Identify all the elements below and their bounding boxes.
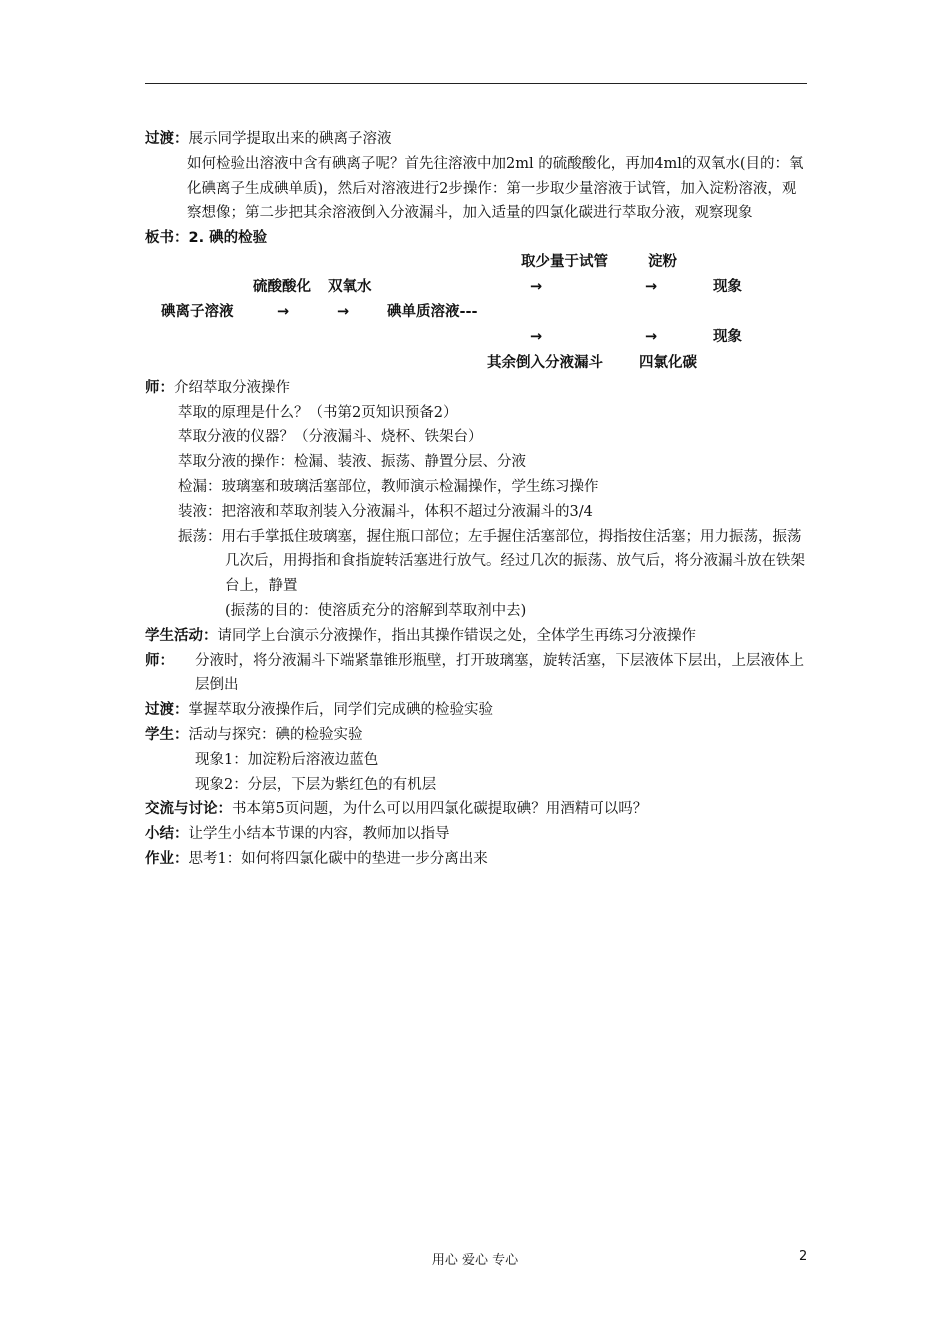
label-homework: 作业：	[145, 850, 189, 867]
label-transition-2: 过渡：	[145, 702, 189, 719]
teacher-line-2	[145, 649, 807, 699]
page-footer: 用心 爱心 专心	[431, 1253, 519, 1268]
teacher-text-2: 分液时，将分液漏斗下端紧靠锥形瓶壁，打开玻璃塞，旋转活塞，下层液体下层出，上层液体上层倒出	[195, 652, 804, 694]
board-heading	[145, 226, 807, 251]
flow-reagent-top: 淀粉	[648, 253, 677, 270]
list-item: 检漏：玻璃塞和玻璃活塞部位，教师演示检漏操作，学生练习操作	[178, 478, 599, 495]
homework-line	[145, 847, 807, 872]
student-text: 活动与探究：碘的检验实验	[188, 726, 363, 743]
label-transition: 过渡：	[145, 131, 189, 147]
label-student-activity: 学生活动：	[145, 627, 218, 644]
homework-text: 思考1：如何将四氯化碳中的垫进一步分离出来	[188, 850, 488, 867]
label-teacher: 师：	[145, 379, 174, 396]
list-item: 萃取的原理是什么？（书第2页知识预备2）	[178, 404, 458, 421]
list-item: 萃取分液的操作：检漏、装液、振荡、静置分层、分液	[178, 454, 526, 471]
student-activity-text: 请同学上台演示分液操作，指出其操作错误之处，全体学生再练习分液操作	[217, 627, 696, 644]
flow-oxidant: 双氧水	[328, 278, 372, 295]
label-summary: 小结：	[145, 826, 189, 843]
flow-arrow-main-1: →	[277, 303, 290, 320]
list-item: 现象2：分层，下层为紫红色的有机层	[195, 776, 437, 793]
summary-line	[145, 822, 807, 847]
flow-arrow-bottom-1: →	[530, 328, 543, 345]
teacher-line-1	[145, 376, 807, 401]
header-rule	[145, 83, 807, 84]
teacher-text: 介绍萃取分液操作	[174, 379, 290, 396]
label-discussion: 交流与讨论：	[145, 801, 232, 818]
list-item: 装液：把溶液和萃取剂装入分液漏斗，体积不超过分液漏斗的3/4	[178, 503, 593, 520]
flow-arrow-top-1: →	[530, 278, 543, 295]
flow-mid: 碘单质溶液---	[387, 303, 478, 320]
flow-bottom-row	[145, 351, 807, 376]
document-body	[145, 127, 807, 872]
summary-text: 让学生小结本节课的内容，教师加以指导	[188, 826, 450, 843]
shake-paragraph: 振荡：用右手掌抵住玻璃塞，握住瓶口部位；左手握住活塞部位，拇指按住活塞；用力振荡，振荡几次后，用拇指和食指旋转活塞进行放气。经过几次的振荡、放气后，将分液漏斗放在铁架台上，静置	[178, 528, 805, 595]
board-title: 2. 碘的检验	[188, 230, 268, 247]
discussion-line	[145, 797, 807, 822]
flow-result-bottom: 现象	[713, 328, 742, 345]
shake-note: (振荡的目的：使溶质充分的溶解到萃取剂中去)	[225, 602, 527, 619]
flow-start: 碘离子溶液	[161, 303, 234, 320]
list-item: 萃取分液的仪器？（分液漏斗、烧杯、铁架台）	[178, 429, 483, 446]
flow-acid: 硫酸酸化	[253, 278, 311, 295]
flow-step-top: 取少量于试管	[521, 253, 608, 270]
student-activity-line	[145, 624, 807, 649]
page-number: 2	[799, 1249, 808, 1264]
transition-line-1	[145, 127, 807, 152]
flow-arrow-bottom-2: →	[645, 328, 658, 345]
procedure-paragraph: 如何检验出溶液中含有碘离子呢？首先往溶液中加2ml 的硫酸酸化，再加4ml的双氧水(目的：氧化碘离子生成碘单质)，然后对溶液进行2步操作：第一步取少量溶液于试管，加入淀粉溶液，观察想像；第二步把其余溶液倒入分液漏斗，加入适量的四氯化碳进行萃取分液，观察现象	[187, 155, 804, 222]
flow-result-top: 现象	[713, 278, 742, 295]
student-line	[145, 723, 807, 748]
flow-reagent-bottom: 四氯化碳	[639, 354, 697, 371]
transition-line-2	[145, 698, 807, 723]
iodine-test-flow-diagram	[145, 251, 807, 351]
list-item: 现象1：加淀粉后溶液边蓝色	[195, 751, 379, 768]
flow-step-bottom: 其余倒入分液漏斗	[487, 354, 603, 371]
label-student: 学生：	[145, 726, 189, 743]
flow-arrow-top-2: →	[645, 278, 658, 295]
transition-text-2: 掌握萃取分液操作后，同学们完成碘的检验实验	[188, 702, 493, 719]
label-board: 板书：	[145, 230, 189, 247]
transition-text: 展示同学提取出来的碘离子溶液	[188, 131, 392, 147]
discussion-text: 书本第5页问题，为什么可以用四氯化碳提取碘？用酒精可以吗？	[232, 801, 648, 818]
label-teacher-2: 师：	[145, 652, 174, 669]
flow-arrow-main-2: →	[337, 303, 350, 320]
